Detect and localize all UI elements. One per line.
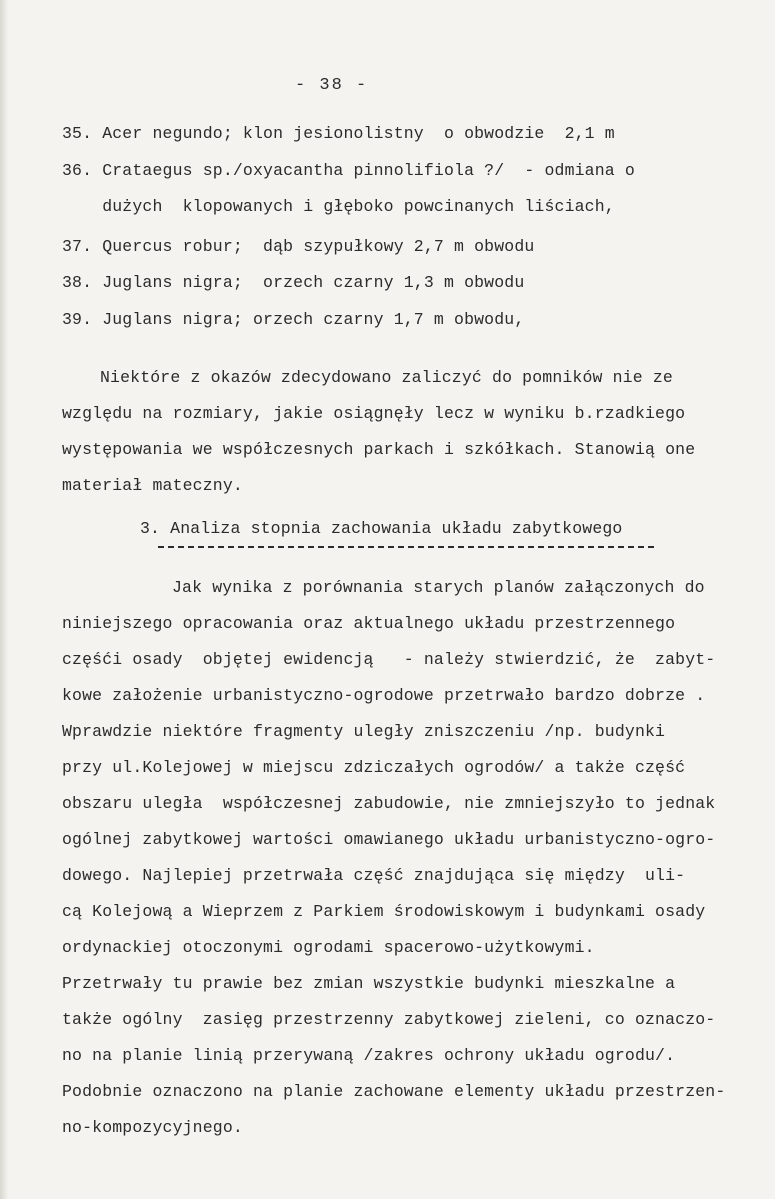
list-item: 38. Juglans nigra; orzech czarny 1,3 m obwodu (62, 273, 525, 292)
paragraph-line: obszaru uległa współczesnej zabudowie, nie zmniejszyło to jednak (62, 794, 716, 813)
paragraph-line: częśći osady objętej ewidencją - należy stwierdzić, że zabyt- (62, 650, 716, 669)
paragraph-line: względu na rozmiary, jakie osiągnęły lecz w wyniku b.rzadkiego (62, 404, 686, 423)
paragraph-line: występowania we współczesnych parkach i szkółkach. Stanowią one (62, 440, 696, 459)
list-item: 35. Acer negundo; klon jesionolistny o obwodzie 2,1 m (62, 124, 615, 143)
list-item: dużych klopowanych i głęboko powcinanych liściach, (62, 197, 615, 216)
paragraph-line: cą Kolejową a Wieprzem z Parkiem środowiskowym i budynkami osady (62, 902, 706, 921)
paragraph-line: przy ul.Kolejowej w miejscu zdziczałych ogrodów/ a także część (62, 758, 686, 777)
paragraph-line: Przetrwały tu prawie bez zmian wszystkie budynki mieszkalne a (62, 974, 676, 993)
list-item: 36. Crataegus sp./oxyacantha pinnolifiola ?/ - odmiana o (62, 161, 635, 180)
list-item: 37. Quercus robur; dąb szypułkowy 2,7 m obwodu (62, 237, 535, 256)
paragraph-line: ogólnej zabytkowej wartości omawianego układu urbanistyczno-ogro- (62, 830, 716, 849)
list-item: 39. Juglans nigra; orzech czarny 1,7 m obwodu, (62, 310, 525, 329)
paragraph-line: no na planie linią przerywaną /zakres ochrony układu ogrodu/. (62, 1046, 676, 1065)
paragraph-line: Jak wynika z porównania starych planów załączonych do (172, 578, 705, 597)
page-edge-shadow (0, 0, 8, 1199)
paragraph-line: Podobnie oznaczono na planie zachowane elementy układu przestrzen- (62, 1082, 726, 1101)
paragraph-line: dowego. Najlepiej przetrwała część znajdująca się między uli- (62, 866, 686, 885)
section-heading: 3. Analiza stopnia zachowania układu zabytkowego (140, 519, 623, 538)
paragraph-line: no-kompozycyjnego. (62, 1118, 243, 1137)
paragraph-line: także ogólny zasięg przestrzenny zabytkowej zieleni, co oznaczo- (62, 1010, 716, 1029)
paragraph-line: materiał mateczny. (62, 476, 243, 495)
paragraph-line: Niektóre z okazów zdecydowano zaliczyć do pomników nie ze (100, 368, 673, 387)
paragraph-line: ordynackiej otoczonymi ogrodami spacerowo-użytkowymi. (62, 938, 595, 957)
paragraph-line: kowe założenie urbanistyczno-ogrodowe przetrwało bardzo dobrze . (62, 686, 706, 705)
page-number: - 38 - (295, 76, 369, 95)
paragraph-line: niniejszego opracowania oraz aktualnego układu przestrzennego (62, 614, 676, 633)
paragraph-line: Wprawdzie niektóre fragmenty uległy zniszczeniu /np. budynki (62, 722, 666, 741)
heading-underline (158, 546, 654, 548)
